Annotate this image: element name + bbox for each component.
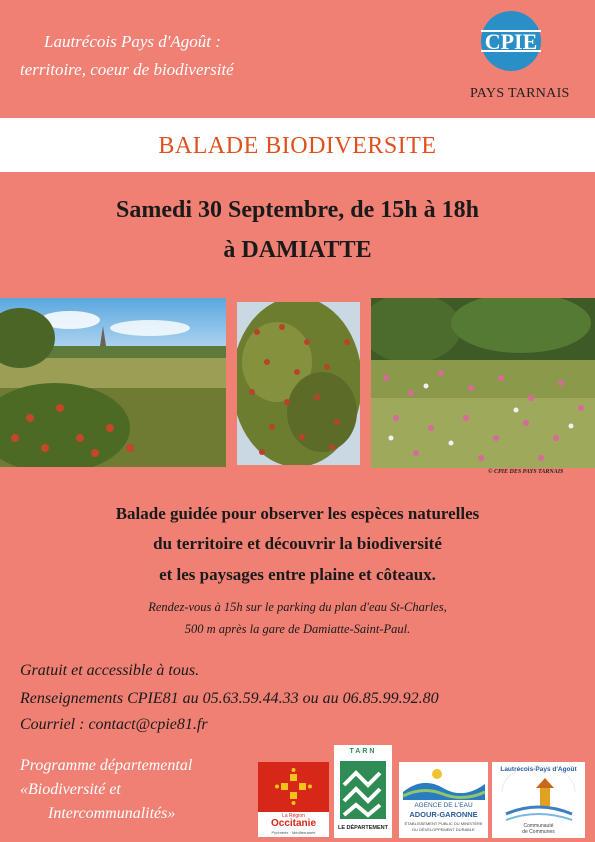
cpie-logo-subtitle: PAYS TARNAIS [470, 86, 570, 101]
program-line-1: Programme départemental [20, 757, 193, 774]
info-email: Courriel : contact@cpie81.fr [20, 716, 208, 733]
photo-hawthorn [237, 302, 360, 465]
photo-credit: © CPIE DES PAYS TARNAIS [488, 469, 564, 475]
cpie-logo [480, 10, 542, 72]
program-line-2: «Biodiversité et [20, 781, 121, 798]
cpie-logo-text: CPIE [484, 29, 538, 54]
lautrecois-logo [492, 762, 585, 838]
lpa-sub-1: Communauté [523, 823, 554, 829]
header-line-2: territoire, coeur de biodiversité [20, 60, 234, 79]
program-line-3: Intercommunalités» [48, 805, 176, 822]
description-line-3: et les paysages entre plaine et côteaux. [159, 565, 436, 584]
event-date: Samedi 30 Septembre, de 15h à 18h [116, 197, 479, 223]
meeting-line-2: 500 m après la gare de Damiatte-Saint-Paul. [184, 622, 411, 636]
occitanie-sub: Pyrénées · Méditerranée [271, 830, 316, 835]
info-phone: Renseignements CPIE81 au 05.63.59.44.33 ou au 06.85.99.92.80 [20, 690, 439, 707]
page-title: BALADE BIODIVERSITE [158, 133, 437, 159]
eau-line-2: ADOUR-GARONNE [409, 810, 478, 819]
eau-line-1: AGENCE DE L'EAU [414, 802, 473, 809]
tarn-top: TARN [349, 748, 377, 755]
occitanie-logo [258, 762, 329, 837]
header-line-1: Lautrécois Pays d'Agoût : [44, 32, 221, 51]
occitanie-name: Occitanie [270, 818, 317, 829]
tarn-logo [334, 745, 392, 838]
description-line-2: du territoire et découvrir la biodiversité [153, 534, 442, 553]
eau-line-4: DU DÉVELOPPEMENT DURABLE [412, 827, 475, 832]
adour-garonne-logo [399, 762, 488, 838]
event-place: à DAMIATTE [223, 237, 372, 263]
photo-landscape [0, 298, 226, 467]
header [0, 0, 595, 118]
photo-meadow [371, 298, 595, 468]
lpa-sub-2: de Communes [522, 829, 555, 835]
eau-line-3: ÉTABLISSEMENT PUBLIC DU MINISTÈRE [404, 821, 483, 826]
meeting-line-1: Rendez-vous à 15h sur le parking du plan d'eau St-Charles, [148, 600, 447, 614]
description-line-1: Balade guidée pour observer les espèces naturelles [115, 504, 480, 523]
tarn-bottom: LE DÉPARTEMENT [337, 825, 388, 831]
lpa-name: Lautrécois-Pays d'Agoût [500, 766, 577, 773]
occitanie-small: La Région [282, 813, 305, 819]
title-band [0, 118, 595, 172]
info-free: Gratuit et accessible à tous. [20, 662, 200, 679]
